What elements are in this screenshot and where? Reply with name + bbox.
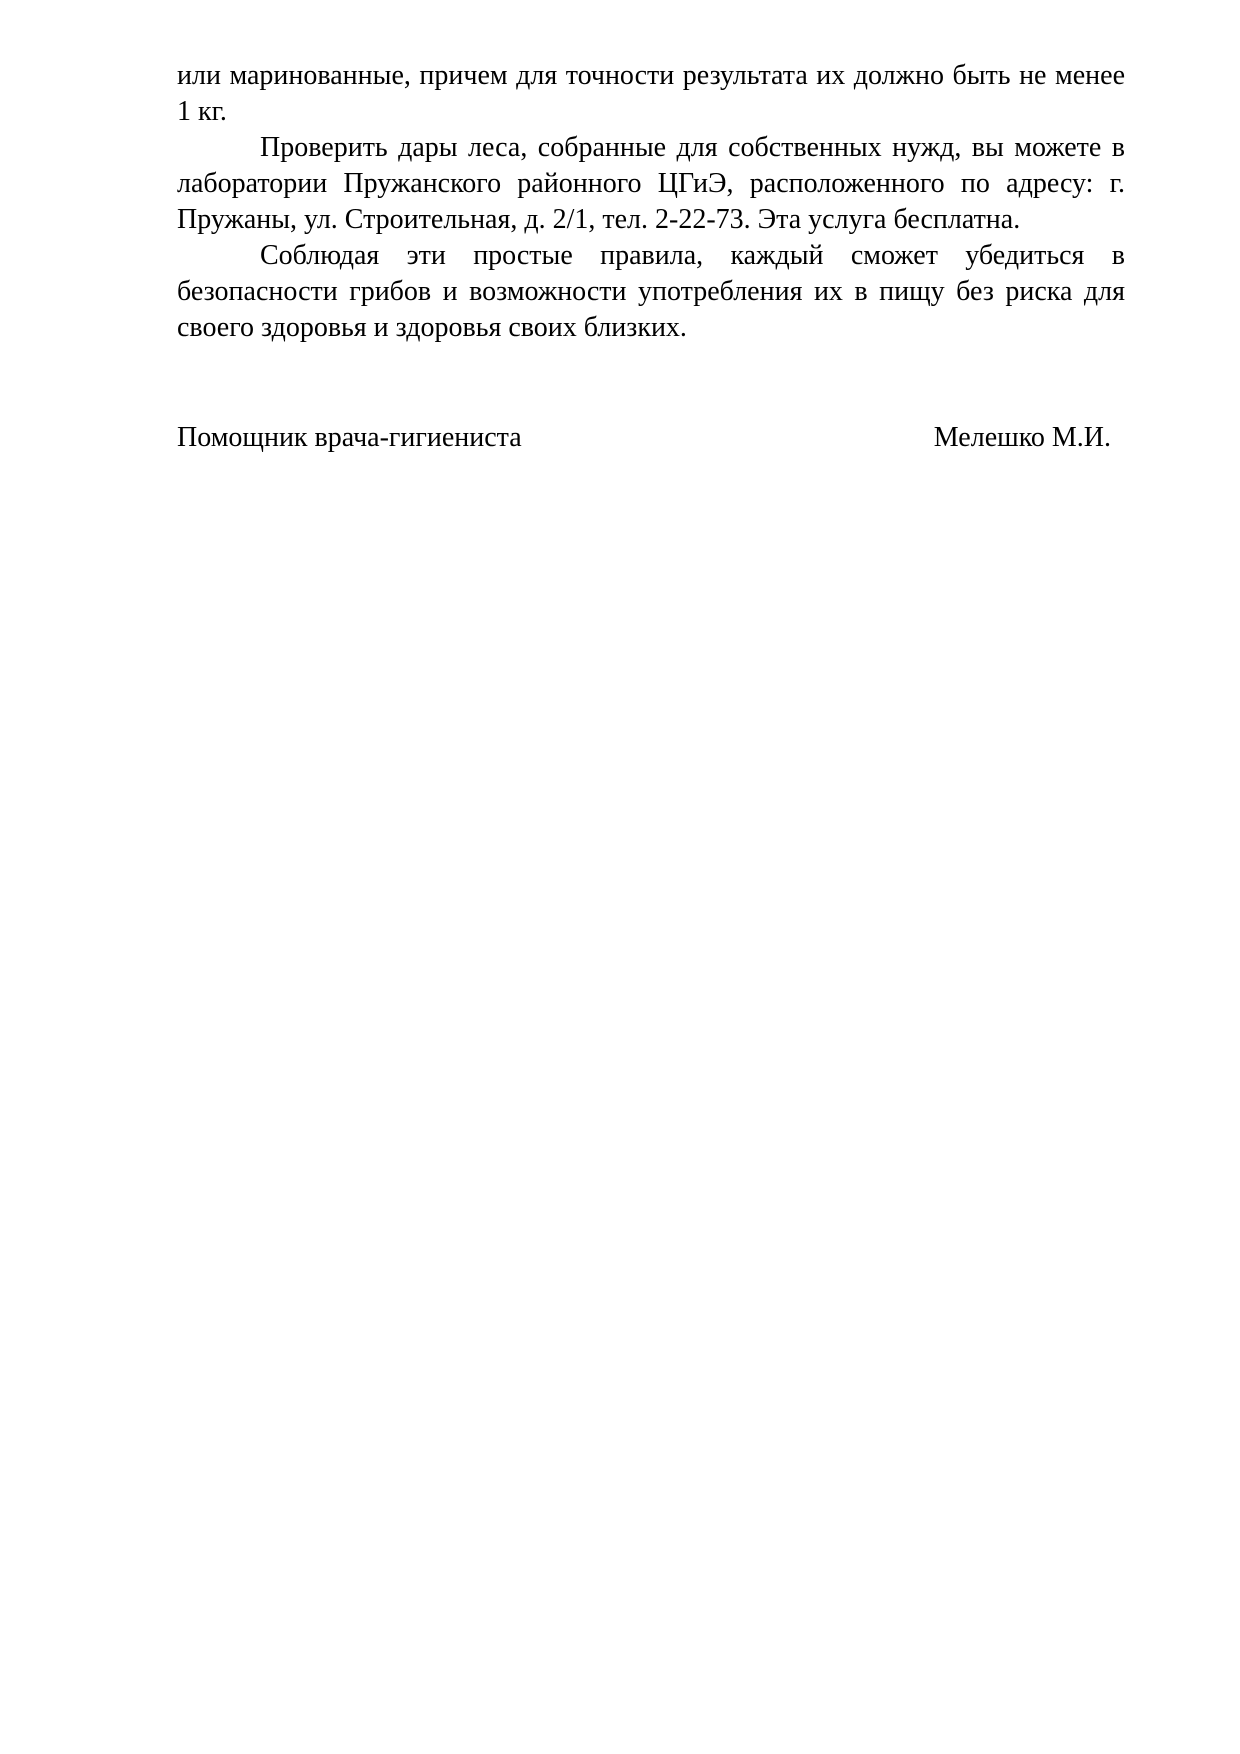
paragraph-safety-rules: Соблюдая эти простые правила, каждый сможет убедиться в безопасности грибов и возможности употребления их в пищу без риска для своего здоровья и здоровья своих близких. [177,240,1125,343]
signature-position: Помощник врача-гигиениста [177,422,522,453]
body-text [177,58,1125,346]
paragraph-laboratory-info: Проверить дары леса, собранные для собственных нужд, вы можете в лаборатории Пружанского районного ЦГиЭ, расположенного по адресу: г. Пружаны, ул. Строительная, д. 2/1, тел. 2-22-73. Эта услуга бесплатна. [177,132,1125,235]
signature-line [177,420,1111,456]
paragraph-continuation: или маринованные, причем для точности результата их должно быть не менее 1 кг. [177,60,1125,127]
signature-name: Мелешко М.И. [933,422,1111,453]
